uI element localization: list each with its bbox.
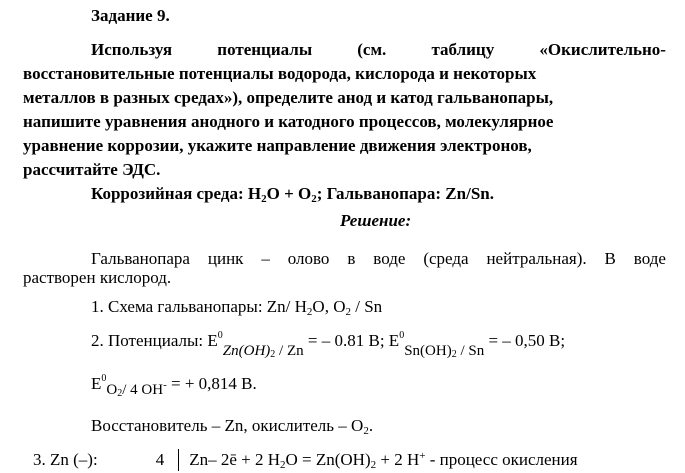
step3-sup: + [419, 450, 426, 462]
potentials-line [91, 330, 566, 360]
step3-eq: + 2 H [376, 450, 420, 469]
e-sup: 0 [101, 373, 107, 384]
e-letter: E [91, 374, 102, 393]
word: (среда [423, 249, 469, 268]
potentials-label: 2. Потенциалы: [91, 331, 204, 350]
word: цинк [207, 249, 244, 268]
task-statement-line-4: напишите уравнения анодного и катодного процессов, молекулярное [23, 112, 554, 131]
step3-label: 3. Zn (–): [33, 450, 98, 469]
sn-value: = – 0,50 В; [484, 331, 566, 350]
scheme-line [91, 297, 382, 317]
scheme-text: O, O [312, 297, 346, 316]
medium-label: Коррозийная среда: H [91, 184, 262, 203]
redox-text: Восстановитель – Zn, окислитель – O [91, 416, 364, 435]
word: В [604, 249, 616, 268]
task-statement-line-6: рассчитайте ЭДС. [23, 160, 161, 179]
couple-text: / 4 OH [122, 382, 164, 398]
zn-couple [223, 341, 304, 361]
step3-line [33, 449, 578, 471]
word: потенциалы [217, 40, 313, 59]
intro-line-1 [91, 249, 666, 269]
task-title: Задание 9. [91, 6, 170, 25]
word: Используя [91, 40, 173, 59]
couple-text: / Zn [275, 343, 304, 359]
o2-couple [106, 380, 166, 400]
word: Гальванопара [91, 249, 190, 268]
e-sup: 0 [399, 330, 405, 341]
task-statement-line-5: уравнение коррозии, укажите направление движения электронов, [23, 136, 532, 155]
e-letter: E [388, 331, 400, 350]
couple-sub: 2 [451, 349, 457, 360]
zn-value: = – 0.81 В; [303, 331, 385, 350]
word: нейтральная). [486, 249, 587, 268]
conditions-line [91, 184, 494, 204]
scheme-sub: 2 [306, 306, 313, 318]
couple-sub: 2 [117, 388, 123, 399]
step3-eq: O = Zn(OH) [285, 450, 371, 469]
couple-text: Sn(OH) [404, 343, 452, 359]
sn-couple [404, 341, 484, 361]
redox-sub: 2 [363, 425, 369, 437]
step3-eq: Zn– 2ē + 2 H [189, 450, 280, 469]
pair-label: ; Гальванопара: Zn/Sn. [316, 184, 494, 203]
zn-potential-symbol [207, 331, 222, 350]
couple-text: / Sn [456, 343, 485, 359]
scheme-sub: 2 [345, 306, 351, 318]
word: «Окислительно- [539, 40, 666, 59]
step3-sub: 2 [279, 459, 286, 471]
solution-heading: Решение: [340, 211, 412, 230]
e-sup: 0 [217, 330, 223, 341]
couple-text: O [106, 382, 118, 398]
intro-line-2: растворен кислород. [23, 268, 172, 287]
word: воде [373, 249, 406, 268]
divider-bar [178, 449, 179, 471]
word: (см. [357, 40, 387, 59]
word: – [261, 249, 270, 268]
task-statement-line-2: восстановительные потенциалы водорода, кислорода и некоторых [23, 64, 537, 83]
couple-sup: - [163, 379, 167, 391]
word: олово [287, 249, 330, 268]
couple-sub: 2 [270, 349, 276, 360]
word: в [347, 249, 356, 268]
scheme-text: / Sn [350, 297, 383, 316]
scheme-text: 1. Схема гальванопары: Zn/ H [91, 297, 307, 316]
word: таблицу [431, 40, 495, 59]
medium-sub: 2 [261, 193, 267, 205]
o2-potential-line [91, 373, 257, 399]
word: воде [633, 249, 666, 268]
couple-text: Zn(OH) [222, 343, 271, 359]
redox-text: . [368, 416, 374, 435]
step3-eq: - процесс окисления [425, 450, 578, 469]
medium-mid: O + O [266, 184, 312, 203]
o2-potential-symbol [91, 374, 106, 393]
task-statement-line-1 [91, 40, 666, 60]
step3-sub: 2 [370, 459, 377, 471]
medium-sub: 2 [311, 193, 317, 205]
task-statement-line-3: металлов в разных средах»), определите анод и катод гальванопары, [23, 88, 554, 107]
e-letter: E [207, 331, 218, 350]
sn-potential-symbol [389, 331, 404, 350]
o2-value: = + 0,814 В. [166, 374, 257, 393]
step3-coefficient: 4 [155, 450, 165, 469]
redox-line [91, 416, 373, 436]
